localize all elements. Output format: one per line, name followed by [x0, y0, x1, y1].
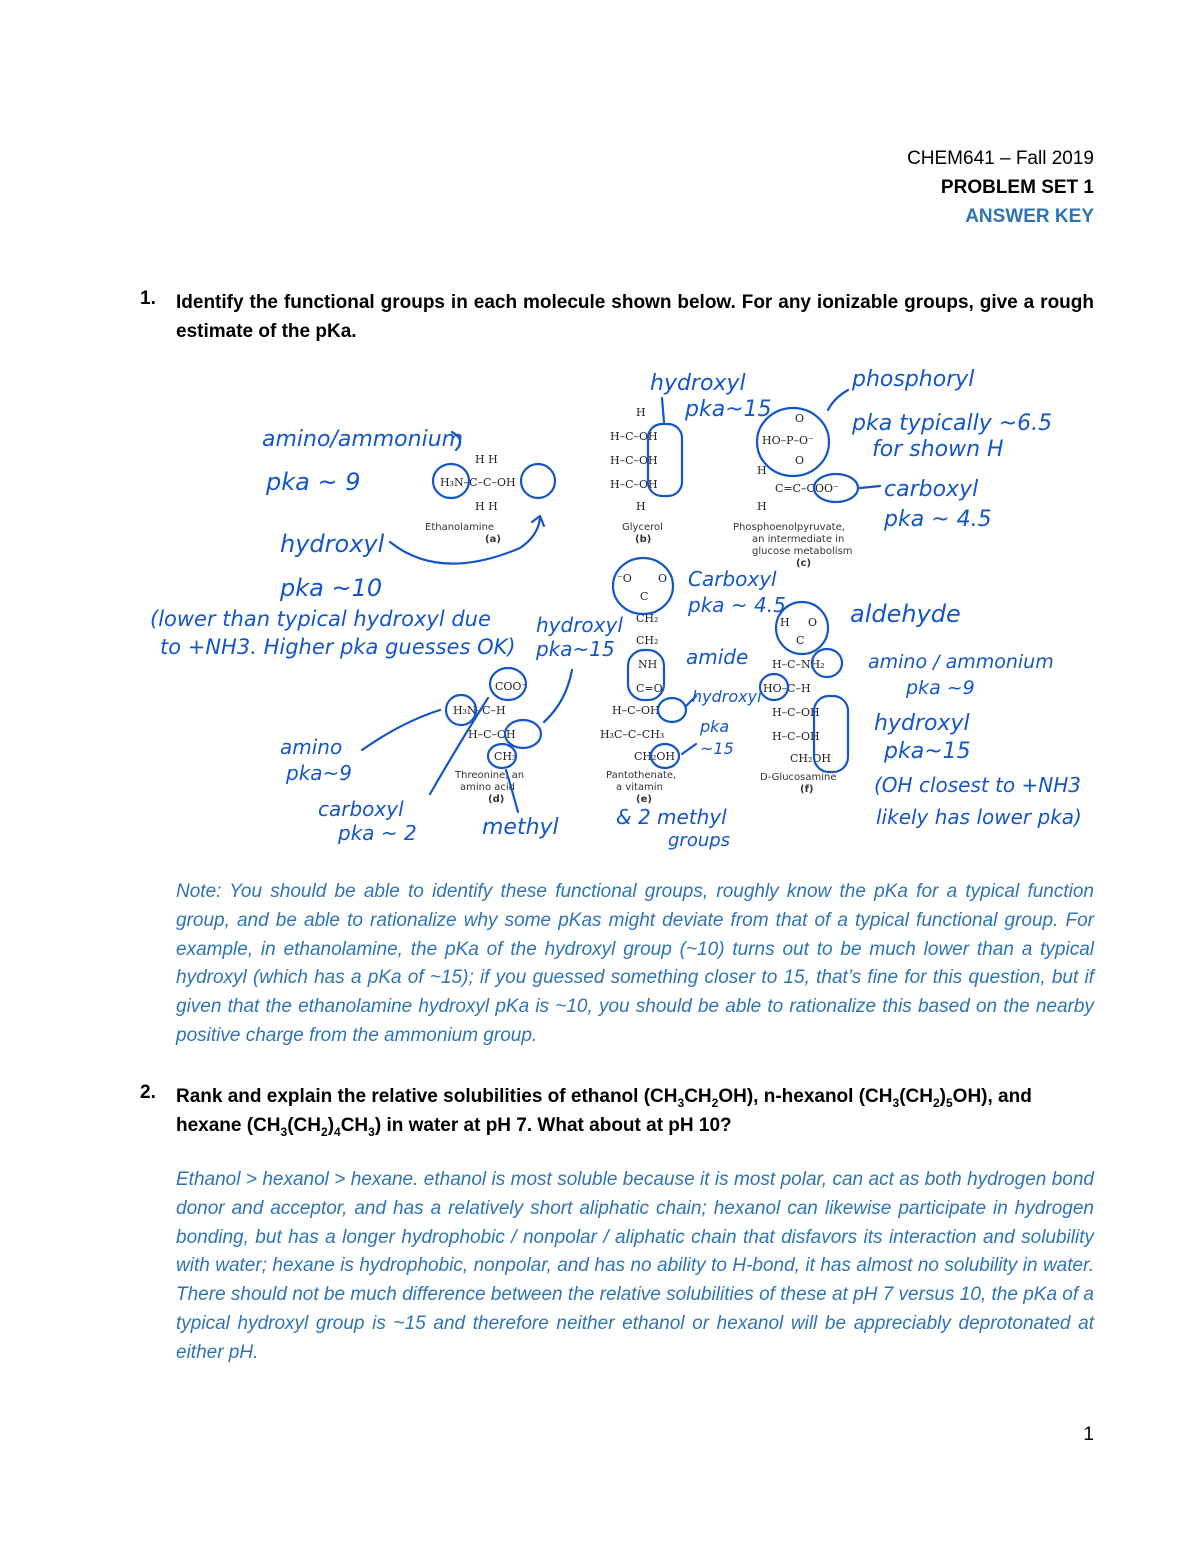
svg-text:HO–C–H: HO–C–H [763, 682, 811, 695]
svg-text:H H: H H [475, 453, 498, 466]
ethanolamine-label: (a) [485, 534, 501, 545]
svg-text:H: H [757, 464, 767, 477]
annot-f-amino: amino / ammonium [868, 651, 1054, 673]
annot-e-hydroxyl-pka-2: ~15 [700, 739, 734, 758]
annot-b-pka: pka~15 [685, 397, 772, 422]
threonine-name-1: Threonine, an [455, 770, 525, 781]
molecule-glucosamine [760, 602, 848, 795]
svg-text:O: O [658, 572, 668, 585]
molecule-phosphoenolpyruvate [733, 408, 858, 569]
question-1-text: Identify the functional groups in each molecule shown below. For any ionizable groups, give a rough estimate of the pKa. [176, 292, 1094, 342]
svg-text:H–C–OH: H–C–OH [610, 478, 658, 491]
question-2-text [176, 1082, 1094, 1140]
pantothenate-label: (e) [636, 794, 652, 805]
annot-e-carboxyl-pka: pka ~ 4.5 [688, 593, 786, 617]
annot-c-carboxyl-pka: pka ~ 4.5 [884, 507, 992, 532]
pep-label: (c) [796, 558, 812, 569]
answer-key-label: ANSWER KEY [965, 206, 1094, 227]
ethanolamine-name: Ethanolamine [425, 522, 495, 533]
glucosamine-label: (f) [800, 784, 814, 795]
annot-f-note-2: likely has lower pka) [876, 805, 1082, 829]
svg-text:C: C [796, 634, 805, 647]
svg-text:H: H [636, 500, 646, 513]
svg-text:CH₂: CH₂ [636, 634, 659, 647]
threonine-label: (d) [488, 794, 505, 805]
pep-name-3: glucose metabolism [752, 546, 853, 557]
annot-d-carboxyl: carboxyl [318, 797, 404, 821]
question-2-number: 2. [140, 1082, 156, 1103]
annot-c-pka-2: for shown H [872, 437, 1004, 462]
annot-f-amino-pka: pka ~9 [906, 677, 975, 699]
annot-e-methyl-1: & 2 methyl [616, 805, 727, 829]
annot-c-pka-1: pka typically ~6.5 [852, 411, 1053, 436]
pep-name-2: an intermediate in [752, 534, 845, 545]
svg-text:H–C–OH: H–C–OH [772, 730, 820, 743]
svg-text:H: H [780, 616, 790, 629]
glycerol-label: (b) [635, 534, 652, 545]
svg-text:H: H [636, 406, 646, 419]
molecule-glycerol [610, 406, 682, 545]
svg-text:CH₂: CH₂ [636, 612, 659, 625]
svg-text:H H: H H [475, 500, 498, 513]
pantothenate-name-2: a vitamin [616, 782, 663, 793]
question-2-line-2: hexane $(CH_3(CH_2)_4CH_3)$ in water at pH 7. What about at pH 10? [176, 1115, 732, 1139]
annot-e-carboxyl: Carboxyl [688, 567, 777, 591]
svg-text:H–C–NH₂: H–C–NH₂ [772, 658, 825, 671]
svg-text:H: H [757, 500, 767, 513]
course-title: CHEM641 – Fall 2019 [907, 148, 1094, 169]
annot-f-aldehyde: aldehyde [850, 600, 961, 628]
page-number: 1 [1083, 1424, 1094, 1445]
svg-text:HO–P–O⁻: HO–P–O⁻ [762, 434, 814, 447]
question-1-note: Note: You should be able to identify these functional groups, roughly know the pKa for a typical function group, and be able to rationalize why some pKas might deviate from that of a typical functional group. For example, in ethanolamine, the pKa of the hydroxyl group (~10) turns out to be much lower than a typical hydroxyl (which has a pKa of ~15); if you guessed something closer to 15, that’s fine for this question, but if given that the ethanolamine hydroxyl pKa is ~10, you should be able to rationalize this based on the nearby positive charge from the ammonium group. [176, 881, 1094, 1046]
annot-d-methyl: methyl [482, 815, 559, 840]
svg-text:H–C–OH: H–C–OH [612, 704, 660, 717]
svg-text:O: O [808, 616, 818, 629]
annot-e-hydroxyl-pka-1: pka [700, 717, 730, 736]
annot-b-hydroxyl: hydroxyl [650, 371, 746, 396]
question-2-line-1: Rank and explain the relative solubilities of ethanol $(CH_3CH_2OH)$, n-hexanol $(CH_3(CH_2)_5OH)$, and [176, 1086, 1032, 1110]
question-2-answer: Ethanol > hexanol > hexane. ethanol is most soluble because it is most polar, can act as both hydrogen bond donor and acceptor, and has a relatively short aliphatic chain; hexanol can likewise participate in hydrogen bonding, but has a longer hydrophobic / nonpolar / aliphatic chain that disfavors its interaction and solubility with water; hexane is hydrophobic, nonpolar, and has no ability to H-bond, it has almost no solubility in water. There should not be much difference between the relative solubilities of these at pH 7 versus 10, the pKa of a typical hydroxyl group is ~15 and therefore neither ethanol or hexanol will be appreciably deprotonated at either pH. [176, 1169, 1094, 1363]
annot-c-phosphoryl: phosphoryl [852, 367, 975, 392]
molecule-pantothenate [600, 558, 686, 805]
svg-text:H₃N–C–C–OH: H₃N–C–C–OH [440, 476, 516, 489]
svg-text:O: O [795, 454, 805, 467]
annot-c-carboxyl: carboxyl [884, 477, 979, 502]
annot-a-amino-pka: pka ~ 9 [266, 468, 361, 496]
svg-text:H₃N–C–H: H₃N–C–H [453, 704, 506, 717]
svg-text:NH: NH [638, 658, 658, 671]
annot-d-amino-pka: pka~9 [286, 761, 353, 785]
svg-text:⁻O: ⁻O [617, 572, 632, 585]
svg-text:O: O [795, 412, 805, 425]
svg-text:H–C–OH: H–C–OH [610, 430, 658, 443]
annot-f-note-1: (OH closest to +NH3 [874, 773, 1081, 797]
question-1-number: 1. [140, 288, 156, 309]
glucosamine-name: D-Glucosamine [760, 772, 837, 783]
pep-name-1: Phosphoenolpyruvate, [733, 522, 845, 533]
annot-d-hydroxyl-pka: pka~15 [536, 637, 615, 661]
molecule-threonine [446, 668, 541, 805]
svg-text:H₃C–C–CH₃: H₃C–C–CH₃ [600, 728, 665, 741]
annot-a-amino: amino/ammonium [262, 427, 464, 452]
annot-e-methyl-2: groups [668, 830, 731, 851]
pantothenate-name-1: Pantothenate, [606, 770, 677, 781]
functional-groups-figure [140, 350, 1130, 860]
svg-text:COO⁻: COO⁻ [495, 680, 528, 693]
svg-text:H–C–OH: H–C–OH [772, 706, 820, 719]
svg-text:H–C–OH: H–C–OH [468, 728, 516, 741]
annot-f-hydroxyl-pka: pka~15 [884, 739, 971, 764]
annot-d-amino: amino [280, 735, 343, 759]
svg-text:CH₂OH: CH₂OH [790, 752, 832, 765]
annot-d-hydroxyl: hydroxyl [536, 613, 623, 637]
svg-text:H–C–OH: H–C–OH [610, 454, 658, 467]
svg-text:C=C–COO⁻: C=C–COO⁻ [775, 482, 839, 495]
annot-e-hydroxyl: hydroxyl [692, 687, 762, 706]
annot-f-hydroxyl: hydroxyl [874, 711, 970, 736]
svg-text:C: C [640, 590, 649, 603]
svg-text:CH₂OH: CH₂OH [634, 750, 676, 763]
problem-set-title: PROBLEM SET 1 [940, 177, 1094, 198]
annot-d-carboxyl-pka: pka ~ 2 [338, 821, 417, 845]
annot-e-amide: amide [686, 645, 749, 669]
annot-a-hydroxyl: hydroxyl [280, 530, 385, 558]
annot-a-note-2: to +NH3. Higher pka guesses OK) [160, 635, 516, 659]
annot-a-note-1: (lower than typical hydroxyl due [150, 607, 491, 631]
svg-text:C=O: C=O [636, 682, 663, 695]
annot-a-hydroxyl-pka: pka ~10 [280, 574, 383, 602]
threonine-name-2: amino acid [460, 782, 516, 793]
glycerol-name: Glycerol [622, 522, 663, 533]
svg-text:CH₃: CH₃ [494, 750, 517, 763]
